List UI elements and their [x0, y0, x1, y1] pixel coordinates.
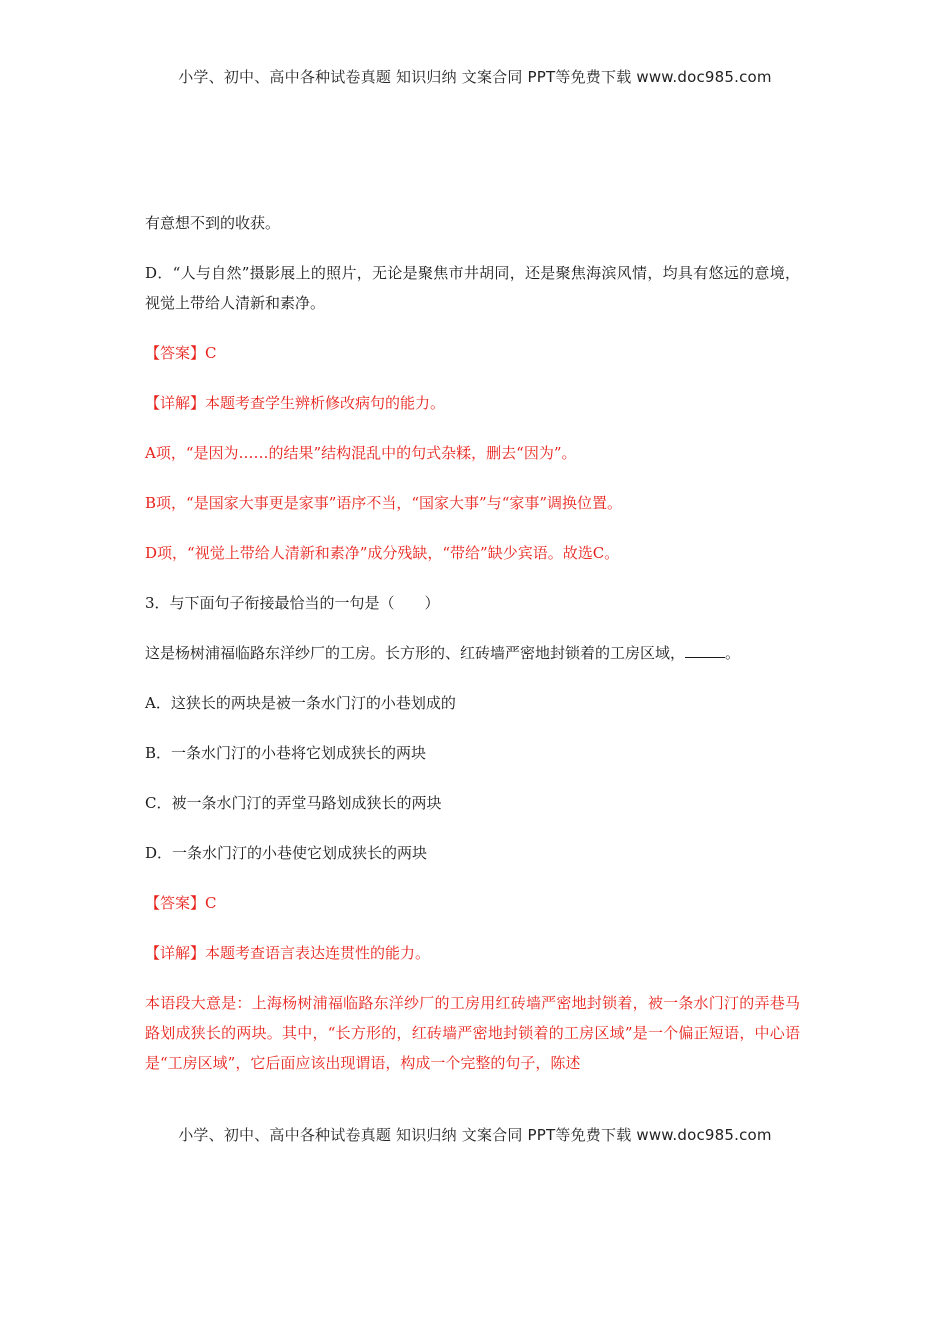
page-footer: 小学、初中、高中各种试卷真题 知识归纳 文案合同 PPT等免费下载 www.doc985.com	[178, 1126, 772, 1144]
document-body	[145, 208, 800, 1098]
option-d-text: D．“人与自然”摄影展上的照片，无论是聚焦市井胡同，还是聚焦海滨风情，均具有悠远的意境，视觉上带给人清新和素净。	[145, 264, 800, 312]
option-b: B．一条水门汀的小巷将它划成狭长的两块	[145, 744, 427, 762]
option-c: C．被一条水门汀的弄堂马路划成狭长的两块	[145, 794, 442, 812]
question-3-stem-end: 。	[725, 644, 741, 662]
answer-label-2: 【答案】C	[145, 894, 217, 912]
analysis-text: 本语段大意是：上海杨树浦福临路东洋纱厂的工房用红砖墙严密地封锁着，被一条水门汀的弄巷马路划成狭长的两块。其中，“长方形的，红砖墙严密地封锁着的工房区域”是一个偏正短语，中心语是“工房区域”，它后面应该出现谓语，构成一个完整的句子，陈述	[145, 994, 800, 1072]
explanation-item-d: D项，“视觉上带给人清新和素净”成分残缺，“带给”缺少宾语。故选C。	[145, 544, 620, 562]
explanation-item-b: B项，“是国家大事更是家事”语序不当，“国家大事”与“家事”调换位置。	[145, 494, 623, 512]
explanation-item-a: A项，“是因为……的结果”结构混乱中的句式杂糅，删去“因为”。	[145, 444, 577, 462]
page-header: 小学、初中、高中各种试卷真题 知识归纳 文案合同 PPT等免费下载 www.doc985.com	[178, 68, 772, 86]
continued-text: 有意想不到的收获。	[145, 214, 281, 232]
explanation-heading: 【详解】本题考查学生辨析修改病句的能力。	[145, 394, 446, 412]
question-3-stem	[145, 638, 800, 668]
explanation-heading-2: 【详解】本题考查语言表达连贯性的能力。	[145, 944, 431, 962]
answer-label: 【答案】C	[145, 344, 217, 362]
option-d: D．一条水门汀的小巷使它划成狭长的两块	[145, 844, 428, 862]
question-3: 3．与下面句子衔接最恰当的一句是（ ）	[145, 594, 440, 612]
fill-blank	[685, 643, 725, 658]
question-3-stem-text: 这是杨树浦福临路东洋纱厂的工房。长方形的、红砖墙严密地封锁着的工房区域，	[145, 644, 686, 662]
option-a: A．这狭长的两块是被一条水门汀的小巷划成的	[145, 694, 456, 712]
